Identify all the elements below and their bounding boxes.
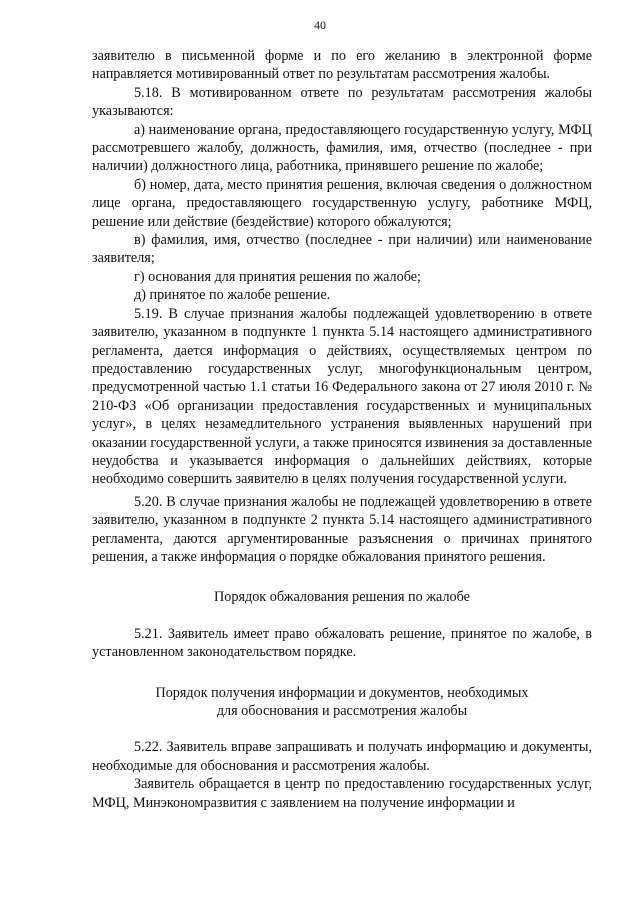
paragraph-5-18: 5.18. В мотивированном ответе по результатам рассмотрения жалобы указываются: — [92, 84, 592, 120]
list-item-b: б) номер, дата, место принятия решения, включая сведения о должностном лице органа, предоставляющего государственную услугу, работнике МФЦ, решение или действие (бездействие) которого обжалуются; — [92, 176, 592, 230]
document-body — [92, 47, 592, 812]
list-item-d: д) принятое по жалобе решение. — [134, 287, 331, 304]
paragraph-continuation: заявителю в письменной форме и по его желанию в электронной форме направляется мотивированный ответ по результатам рассмотрения жалобы. — [92, 48, 592, 83]
paragraph-5-22: 5.22. Заявитель вправе запрашивать и получать информацию и документы, необходимые для обоснования и рассмотрения жалобы. — [92, 739, 592, 774]
section-heading-information-line1: Порядок получения информации и документов, необходимых — [155, 684, 529, 701]
list-item-g: г) основания для принятия решения по жалобе; — [134, 268, 421, 285]
list-item-v: в) фамилия, имя, отчество (последнее - при наличии) или наименование заявителя; — [92, 232, 592, 267]
list-item-a: а) наименование органа, предоставляющего государственную услугу, МФЦ рассмотревшего жалобу, должность, фамилия, имя, отчество (последнее - при наличии) должностного лица, работника, принявшего решение по жалобе; — [92, 121, 592, 175]
paragraph-5-21: 5.21. Заявитель имеет право обжаловать решение, принятое по жалобе, в установленном законодательством порядке. — [92, 625, 592, 661]
paragraph-applicant-request: Заявитель обращается в центр по предоставлению государственных услуг, МФЦ, Минэкономразвития с заявлением на получение информации и — [92, 776, 592, 811]
section-heading-appeal — [92, 588, 592, 606]
paragraph-5-20: 5.20. В случае признания жалобы не подлежащей удовлетворению в ответе заявителю, указанном в подпункте 2 пункта 5.14 настоящего административного регламента, даются аргументированные разъяснения о причинах принятого решения, а также информация о порядке обжалования принятого решения. — [92, 493, 592, 565]
paragraph-5-19: 5.19. В случае признания жалобы подлежащей удовлетворению в ответе заявителю, указанном в подпункте 1 пункта 5.14 настоящего административного регламента, дается информация о действиях, осуществляемых центром по предоставлению государственных услуг, многофункциональным центром, предусмотренной частью 1.1 статьи 16 Федерального закона от 27 июля 2010 г. № 210-ФЗ «Об организации предоставления государственных и муниципальных услуг», в целях незамедлительного устранения выявленных нарушений при оказании государственной услуги, а также приносятся извинения за доставленные неудобства и указывается информация о дальнейших действиях, которые необходимо совершить заявителю в целях получения государственной услуги. — [92, 305, 592, 488]
section-heading-information — [92, 684, 592, 721]
section-heading-appeal-text: Порядок обжалования решения по жалобе — [214, 589, 470, 606]
page-number: 40 — [314, 18, 326, 32]
section-heading-information-line2: для обоснования и рассмотрения жалобы — [216, 703, 468, 719]
